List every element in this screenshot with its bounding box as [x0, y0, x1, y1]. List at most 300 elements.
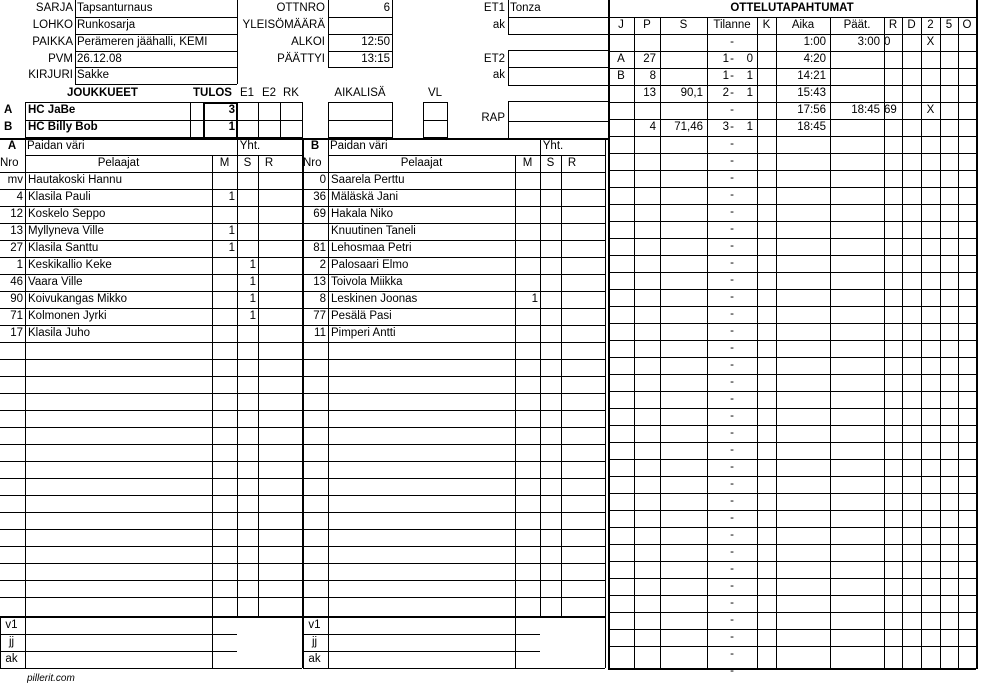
- grid-line-v: [515, 616, 516, 668]
- grid-line-v: [258, 155, 259, 616]
- player-goals: 1: [228, 191, 235, 203]
- grid-line-h: [0, 393, 302, 394]
- player-goals: [515, 308, 538, 325]
- player-assists: [540, 325, 559, 342]
- event-score-dash: -: [730, 70, 734, 82]
- grid-line-h: [303, 291, 605, 292]
- player-goals: [212, 257, 235, 274]
- grid-line-h: [328, 17, 392, 18]
- grid-line-h: [303, 529, 605, 530]
- event-score-dash: -: [730, 359, 734, 371]
- grid-line-v: [258, 102, 259, 138]
- event-score-away: 1: [746, 87, 753, 99]
- event-r: [884, 119, 902, 136]
- grid-line-h: [328, 155, 605, 156]
- grid-line-v: [508, 101, 509, 138]
- grid-line-v: [605, 138, 606, 668]
- tulos-label: TULOS: [193, 87, 232, 99]
- player-penalties: [258, 172, 280, 189]
- grid-line-h: [303, 616, 605, 618]
- col-s: S: [679, 19, 688, 31]
- event-2min: [921, 51, 940, 68]
- grid-line-h: [203, 102, 236, 104]
- yleisomaara-value: [330, 17, 390, 34]
- event-score-dash: -: [730, 376, 734, 388]
- grid-line-h: [328, 102, 392, 103]
- player-goals: [212, 172, 235, 189]
- grid-line-h: [303, 668, 605, 669]
- grid-line-h: [303, 376, 605, 377]
- grid-line-h: [25, 155, 302, 156]
- player-assists: [540, 274, 559, 291]
- player-goals: [515, 172, 538, 189]
- team-letter: A: [4, 104, 13, 116]
- ak1-label: ak: [492, 19, 505, 31]
- event-score-home: 1: [722, 70, 729, 82]
- player-goals: 1: [228, 242, 235, 254]
- kirjuri-label: KIRJURI: [28, 69, 73, 81]
- player-penalties: [561, 172, 583, 189]
- grid-line-h: [0, 257, 302, 258]
- player-goals: [212, 325, 235, 342]
- grid-line-v: [884, 17, 885, 668]
- grid-line-v: [212, 616, 213, 668]
- et1-value: Tonza: [510, 2, 541, 14]
- event-score-dash: -: [730, 240, 734, 252]
- ak-label: ak: [5, 653, 18, 665]
- player-penalties: [561, 206, 583, 223]
- player-name: Knuutinen Taneli: [331, 225, 416, 237]
- grid-line-h: [0, 240, 302, 241]
- player-number: 0: [319, 174, 326, 186]
- event-score-dash: -: [730, 563, 734, 575]
- grid-line-h: [303, 495, 605, 496]
- grid-line-h: [0, 325, 302, 326]
- event-scorer: [634, 102, 656, 119]
- grid-line-h: [0, 410, 302, 411]
- event-score-dash: -: [730, 223, 734, 235]
- grid-line-h: [25, 102, 302, 103]
- grid-line-h: [328, 67, 392, 68]
- event-score-dash: -: [730, 104, 734, 116]
- player-number: 36: [313, 191, 326, 203]
- grid-line-v: [328, 102, 329, 138]
- grid-line-v: [212, 155, 213, 616]
- player-number: 69: [313, 208, 326, 220]
- grid-line-h: [0, 580, 302, 581]
- pelaajat-header: Pelaajat: [400, 157, 443, 169]
- player-assists: [540, 189, 559, 206]
- col-aika: Aika: [791, 19, 815, 31]
- event-end-time: [830, 119, 880, 136]
- grid-line-h: [0, 189, 302, 190]
- grid-line-h: [0, 342, 302, 343]
- event-score-dash: -: [730, 342, 734, 354]
- col-tilanne: Tilanne: [713, 19, 751, 31]
- sarja-label: SARJA: [35, 2, 73, 14]
- event-score-dash: -: [730, 274, 734, 286]
- event-score-dash: -: [730, 648, 734, 660]
- player-number: 13: [313, 276, 326, 288]
- grid-line-v: [392, 102, 393, 138]
- event-score-dash: -: [730, 189, 734, 201]
- player-penalties: [258, 189, 280, 206]
- s-header: S: [243, 157, 252, 169]
- event-2min: [921, 119, 940, 136]
- event-2min: X: [926, 36, 935, 48]
- player-name: Hakala Niko: [331, 208, 393, 220]
- aikalisa-label: AIKALISÄ: [334, 87, 386, 99]
- grid-line-v: [660, 17, 661, 668]
- yleisomaara-label: YLEISÖMÄÄRÄ: [242, 19, 325, 31]
- pvm-label: PVM: [48, 53, 73, 65]
- roster-team-letter: B: [310, 140, 320, 152]
- grid-line-h: [303, 172, 605, 173]
- paidan-vari-label: Paidan väri: [330, 140, 388, 152]
- team-letter: B: [4, 121, 13, 133]
- event-assist: [660, 51, 703, 68]
- joukkueet-label: JOUKKUEET: [67, 87, 138, 99]
- event-score-home: 1: [722, 53, 729, 65]
- event-team: B: [617, 70, 625, 82]
- player-goals: [212, 206, 235, 223]
- grid-line-v: [280, 102, 281, 138]
- event-team: [608, 119, 634, 136]
- grid-line-v: [776, 17, 777, 668]
- player-penalties: [561, 257, 583, 274]
- event-end-time: [830, 85, 880, 102]
- grid-line-v: [237, 138, 238, 616]
- grid-line-h: [303, 206, 605, 207]
- player-number: 13: [10, 225, 23, 237]
- event-score-dash: -: [730, 478, 734, 490]
- grid-line-v: [0, 616, 1, 668]
- grid-line-h: [328, 120, 392, 121]
- col-r: R: [888, 19, 898, 31]
- alkoi-value: 12:50: [361, 36, 390, 48]
- player-goals: [515, 240, 538, 257]
- grid-line-h: [303, 634, 540, 635]
- player-penalties: [561, 308, 583, 325]
- event-score-dash: -: [730, 495, 734, 507]
- grid-line-h: [303, 512, 605, 513]
- kirjuri-value: Sakke: [77, 69, 109, 81]
- event-score-dash: -: [730, 512, 734, 524]
- event-score-dash: -: [730, 121, 734, 133]
- m-header: M: [522, 157, 533, 169]
- event-score-dash: -: [730, 410, 734, 422]
- player-goals: [515, 257, 538, 274]
- grid-line-v: [236, 102, 238, 138]
- event-end-time: 3:00: [857, 36, 880, 48]
- yht-label: Yht.: [542, 140, 564, 152]
- paidan-vari-label: Paidan väri: [27, 140, 85, 152]
- player-penalties: [258, 257, 280, 274]
- grid-line-h: [303, 189, 605, 190]
- grid-line-v: [447, 102, 448, 138]
- ottnro-label: OTTNRO: [276, 2, 325, 14]
- grid-line-v: [561, 155, 562, 616]
- grid-line-v: [25, 138, 26, 668]
- col-p: P: [643, 19, 651, 31]
- grid-line-h: [0, 634, 237, 635]
- player-number: 11: [314, 327, 326, 339]
- nro-header: Nro: [0, 157, 19, 169]
- event-r: [884, 68, 902, 85]
- roster-team-letter: A: [7, 140, 17, 152]
- event-r: [884, 85, 902, 102]
- grid-line-h: [0, 172, 302, 173]
- grid-line-v: [902, 17, 903, 668]
- player-penalties: [561, 291, 583, 308]
- et2-label: ET2: [483, 53, 505, 65]
- grid-line-h: [303, 342, 605, 343]
- player-name: Klasila Juho: [28, 327, 91, 339]
- grid-line-h: [0, 206, 302, 207]
- event-score-dash: -: [730, 665, 734, 677]
- event-time: 15:43: [797, 87, 826, 99]
- player-name: Myllyneva Ville: [28, 225, 104, 237]
- grid-line-h: [0, 444, 302, 445]
- e2-label: E2: [261, 87, 277, 99]
- player-assists: 1: [249, 293, 256, 305]
- pvm-value: 26.12.08: [77, 53, 122, 65]
- grid-line-v: [237, 0, 238, 84]
- player-number: 90: [10, 293, 23, 305]
- yht-label: Yht.: [239, 140, 261, 152]
- player-name: Saarela Perttu: [331, 174, 405, 186]
- grid-line-h: [0, 651, 237, 652]
- player-assists: [237, 240, 256, 257]
- pelaajat-header: Pelaajat: [97, 157, 140, 169]
- col-k: K: [762, 19, 771, 31]
- e1-label: E1: [239, 87, 255, 99]
- player-name: Pesälä Pasi: [331, 310, 392, 322]
- player-penalties: [258, 308, 280, 325]
- alkoi-label: ALKOI: [291, 36, 325, 48]
- grid-line-v: [757, 17, 758, 668]
- grid-line-h: [508, 121, 608, 122]
- rk-label: RK: [283, 87, 299, 99]
- grid-line-h: [0, 478, 302, 479]
- grid-line-h: [303, 393, 605, 394]
- event-score-dash: -: [730, 614, 734, 626]
- event-score-dash: -: [730, 393, 734, 405]
- player-goals: [515, 274, 538, 291]
- grid-line-h: [508, 85, 608, 86]
- team-score: 3: [228, 104, 235, 116]
- player-name: Koivukangas Mikko: [28, 293, 128, 305]
- player-number: 2: [319, 259, 326, 271]
- player-number: 8: [319, 293, 326, 305]
- grid-line-h: [303, 410, 605, 411]
- grid-line-h: [0, 359, 302, 360]
- grid-line-h: [508, 17, 608, 18]
- col-j: J: [618, 19, 624, 31]
- rap-label: RAP: [481, 112, 505, 124]
- player-assists: 1: [249, 259, 256, 271]
- event-end-time: [830, 68, 880, 85]
- grid-line-v: [830, 17, 831, 668]
- lohko-value: Runkosarja: [77, 19, 136, 31]
- event-assist: [660, 68, 703, 85]
- grid-line-h: [508, 50, 608, 51]
- player-goals: 1: [228, 225, 235, 237]
- grid-line-h: [75, 51, 237, 52]
- grid-line-h: [0, 291, 302, 292]
- event-score-home: 3: [722, 121, 729, 133]
- grid-line-h: [303, 444, 605, 445]
- grid-line-h: [303, 308, 605, 309]
- jj-label: jj: [311, 636, 318, 648]
- event-score-home: 2: [722, 87, 729, 99]
- grid-line-h: [0, 427, 302, 428]
- grid-line-h: [303, 597, 605, 598]
- event-score-home: [707, 34, 729, 51]
- event-assist: 90,1: [680, 87, 703, 99]
- player-goals: [212, 274, 235, 291]
- team-name: HC JaBe: [28, 104, 76, 116]
- grid-line-h: [0, 529, 302, 530]
- col-paat: Päät.: [843, 19, 871, 31]
- event-score-dash: -: [730, 206, 734, 218]
- event-score-away: 1: [746, 121, 753, 133]
- grid-line-h: [75, 34, 237, 35]
- col-o: O: [962, 19, 972, 31]
- player-name: Klasila Santtu: [28, 242, 99, 254]
- player-name: Keskikallio Keke: [28, 259, 112, 271]
- grid-line-v: [303, 138, 304, 668]
- player-name: Koskelo Seppo: [28, 208, 106, 220]
- vl-label: VL: [427, 87, 443, 99]
- player-name: Leskinen Joonas: [331, 293, 418, 305]
- grid-line-h: [0, 597, 302, 598]
- grid-line-h: [303, 580, 605, 581]
- event-2min: [921, 85, 940, 102]
- player-number: mv: [7, 174, 23, 186]
- player-penalties: [258, 274, 280, 291]
- event-team: [608, 34, 634, 51]
- grid-line-h: [423, 120, 447, 121]
- nro-header: Nro: [303, 157, 322, 169]
- grid-line-v: [608, 0, 610, 669]
- grid-line-v: [25, 102, 26, 138]
- player-goals: [212, 308, 235, 325]
- event-score-dash: -: [730, 155, 734, 167]
- event-score-away: [735, 34, 753, 51]
- player-penalties: [258, 291, 280, 308]
- ak2-label: ak: [492, 69, 505, 81]
- paikka-label: PAIKKA: [32, 36, 73, 48]
- event-score-dash: -: [730, 580, 734, 592]
- player-penalties: [258, 223, 280, 240]
- event-r: [884, 51, 902, 68]
- event-end-time: [830, 51, 880, 68]
- lohko-label: LOHKO: [32, 19, 73, 31]
- jj-label: jj: [8, 636, 15, 648]
- player-name: Vaara Ville: [28, 276, 83, 288]
- player-name: Pimperi Antti: [331, 327, 396, 339]
- event-score-away: 1: [746, 70, 753, 82]
- event-scorer: [634, 34, 656, 51]
- grid-line-h: [75, 17, 237, 18]
- r-header: R: [567, 157, 577, 169]
- site-logo: pillerit.com: [27, 673, 75, 684]
- grid-line-v: [515, 155, 516, 616]
- player-goals: [515, 325, 538, 342]
- event-score-dash: -: [730, 546, 734, 558]
- event-2min: [921, 68, 940, 85]
- event-score-home: [707, 102, 729, 119]
- grid-line-h: [0, 308, 302, 309]
- v1-label: v1: [308, 619, 321, 631]
- player-goals: [515, 223, 538, 240]
- grid-line-h: [0, 668, 302, 669]
- grid-line-v: [302, 102, 303, 138]
- grid-line-v: [423, 102, 424, 138]
- player-penalties: [561, 240, 583, 257]
- grid-line-h: [303, 427, 605, 428]
- grid-line-v: [634, 17, 635, 668]
- event-score-dash: -: [730, 325, 734, 337]
- grid-line-h: [303, 461, 605, 462]
- grid-line-h: [328, 51, 392, 52]
- grid-line-h: [0, 376, 302, 377]
- event-score-dash: -: [730, 87, 734, 99]
- event-r: 69: [884, 104, 897, 116]
- grid-line-h: [303, 274, 605, 275]
- event-time: 1:00: [803, 36, 826, 48]
- player-assists: [540, 291, 559, 308]
- grid-line-h: [423, 102, 447, 103]
- paikka-value: Perämeren jäähalli, KEMI: [77, 36, 208, 48]
- grid-line-h: [303, 651, 540, 652]
- event-score-dash: -: [730, 444, 734, 456]
- m-header: M: [219, 157, 230, 169]
- player-penalties: [561, 274, 583, 291]
- grid-line-h: [0, 495, 302, 496]
- event-team: [608, 102, 634, 119]
- player-penalties: [258, 240, 280, 257]
- grid-line-h: [75, 67, 237, 68]
- grid-line-h: [303, 563, 605, 564]
- player-assists: [540, 308, 559, 325]
- paattyi-value: 13:15: [361, 53, 390, 65]
- event-score-away: 0: [746, 53, 753, 65]
- player-assists: [540, 240, 559, 257]
- player-assists: 1: [249, 310, 256, 322]
- col-5: 5: [945, 19, 953, 31]
- player-number: 12: [10, 208, 23, 220]
- grid-line-h: [0, 461, 302, 462]
- event-assist: 71,46: [674, 121, 703, 133]
- event-score-dash: -: [730, 53, 734, 65]
- player-assists: [237, 223, 256, 240]
- player-name: Lehosmaa Petri: [331, 242, 412, 254]
- player-number: 4: [16, 191, 23, 203]
- grid-line-v: [707, 17, 708, 668]
- grid-line-h: [0, 546, 302, 547]
- player-goals: 1: [531, 293, 538, 305]
- col-d: D: [907, 19, 916, 31]
- event-score-dash: -: [730, 257, 734, 269]
- player-number: [303, 223, 326, 240]
- grid-line-h: [25, 120, 302, 121]
- ottnro-value: 6: [383, 2, 390, 14]
- player-number: 81: [313, 242, 326, 254]
- grid-line-h: [303, 257, 605, 258]
- event-score-dash: -: [730, 36, 734, 48]
